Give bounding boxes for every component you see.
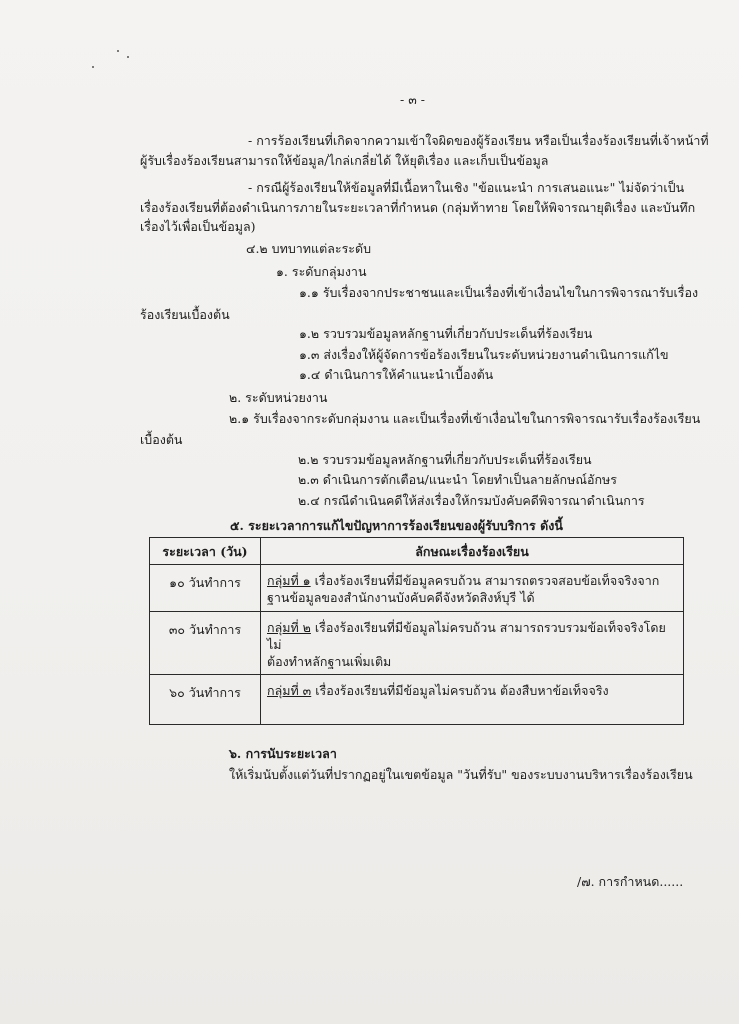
section42-heading: ๔.๒ บทบาทแต่ละระดับ — [246, 241, 372, 256]
section6-body: ให้เริ่มนับตั้งแต่วันที่ปรากฏอยู่ในเขตข้อมูล "วันที่รับ" ของระบบงานบริหารเรื่องร้องเรียน — [229, 767, 693, 782]
scan-speck — [92, 66, 94, 68]
level2-item4: ๒.๔ กรณีดำเนินคดีให้ส่งเรื่องให้กรมบังคับคดีพิจารณาดำเนินการ — [298, 493, 645, 508]
level2-item1-line2: เบื้องต้น — [140, 432, 183, 447]
table-row — [150, 675, 684, 725]
group-label: กลุ่มที่ ๑ — [267, 573, 311, 588]
description-cell — [261, 675, 684, 725]
period-cell: ๓๐ วันทำการ — [150, 612, 261, 675]
table-row — [150, 612, 684, 675]
page-number: - ๓ - — [400, 92, 425, 107]
column-header-description: ลักษณะเรื่องร้องเรียน — [261, 538, 684, 565]
level2-item1-line1: ๒.๑ รับเรื่องจากระดับกลุ่มงาน และเป็นเรื่องที่เข้าเงื่อนไขในการพิจารณารับเรื่องร้องเรียน — [229, 411, 701, 426]
description-cell — [261, 565, 684, 612]
intro-bullet2-line3: เรื่องไว้เพื่อเป็นข้อมูล) — [140, 219, 256, 234]
level2-item3: ๒.๓ ดำเนินการตักเตือน/แนะนำ โดยทำเป็นลายลักษณ์อักษร — [298, 472, 617, 487]
intro-bullet1-line2: ผู้รับเรื่องร้องเรียนสามารถให้ข้อมูล/ไกล่เกลี่ยได้ ให้ยุติเรื่อง และเก็บเป็นข้อมูล — [140, 153, 549, 168]
description-cell — [261, 612, 684, 675]
resolution-time-table — [149, 537, 684, 725]
level1-item1-line2: ร้องเรียนเบื้องต้น — [140, 307, 230, 322]
description-line2: ต้องทำหลักฐานเพิ่มเติม — [267, 654, 392, 669]
column-header-period: ระยะเวลา (วัน) — [150, 538, 261, 565]
intro-bullet2-line2: เรื่องร้องเรียนที่ต้องดำเนินการภายในระยะเวลาที่กำหนด (กลุ่มท้าทาย โดยให้พิจารณายุติเรื่อง และบันทึก — [140, 200, 696, 215]
level2-title: ๒. ระดับหน่วยงาน — [229, 390, 328, 405]
description-line2: ฐานข้อมูลของสำนักงานบังคับคดีจังหวัดสิงห์บุรี ได้ — [267, 590, 535, 605]
description-line1: เรื่องร้องเรียนที่มีข้อมูลไม่ครบถ้วน สามารถรวบรวมข้อเท็จจริงโดยไม่ — [267, 620, 666, 652]
group-label: กลุ่มที่ ๓ — [267, 683, 312, 698]
level1-item4: ๑.๔ ดำเนินการให้คำแนะนำเบื้องต้น — [299, 367, 494, 382]
section6-heading: ๖. การนับระยะเวลา — [229, 746, 337, 761]
level1-title: ๑. ระดับกลุ่มงาน — [276, 264, 367, 279]
scan-speck — [117, 50, 119, 52]
description-line1: เรื่องร้องเรียนที่มีข้อมูลครบถ้วน สามารถตรวจสอบข้อเท็จจริงจาก — [310, 573, 660, 588]
group-label: กลุ่มที่ ๒ — [267, 620, 311, 635]
section5-heading: ๕. ระยะเวลาการแก้ไขปัญหาการร้องเรียนของผู้รับบริการ ดังนี้ — [230, 518, 563, 533]
description-line1: เรื่องร้องเรียนที่มีข้อมูลไม่ครบถ้วน ต้องสืบหาข้อเท็จจริง — [311, 683, 609, 698]
continuation-note: /๗. การกำหนด...... — [577, 874, 684, 889]
table-header-row — [150, 538, 684, 565]
level1-item3: ๑.๓ ส่งเรื่องให้ผู้จัดการข้อร้องเรียนในระดับหน่วยงานดำเนินการแก้ไข — [299, 347, 669, 362]
level1-item2: ๑.๒ รวบรวมข้อมูลหลักฐานที่เกี่ยวกับประเด็นที่ร้องเรียน — [299, 326, 593, 341]
level2-item2: ๒.๒ รวบรวมข้อมูลหลักฐานที่เกี่ยวกับประเด็นที่ร้องเรียน — [298, 452, 592, 467]
scan-speck — [127, 56, 129, 58]
level1-item1-line1: ๑.๑ รับเรื่องจากประชาชนและเป็นเรื่องที่เข้าเงื่อนไขในการพิจารณารับเรื่อง — [299, 285, 699, 300]
intro-bullet1-line1: - การร้องเรียนที่เกิดจากความเข้าใจผิดของผู้ร้องเรียน หรือเป็นเรื่องร้องเรียนที่เจ้าหน้าที่ — [248, 133, 709, 148]
period-cell: ๑๐ วันทำการ — [150, 565, 261, 612]
intro-bullet2-line1: - กรณีผู้ร้องเรียนให้ข้อมูลที่มีเนื้อหาในเชิง "ข้อแนะนำ การเสนอแนะ" ไม่จัดว่าเป็น — [248, 180, 685, 195]
table-row — [150, 565, 684, 612]
period-cell: ๖๐ วันทำการ — [150, 675, 261, 725]
